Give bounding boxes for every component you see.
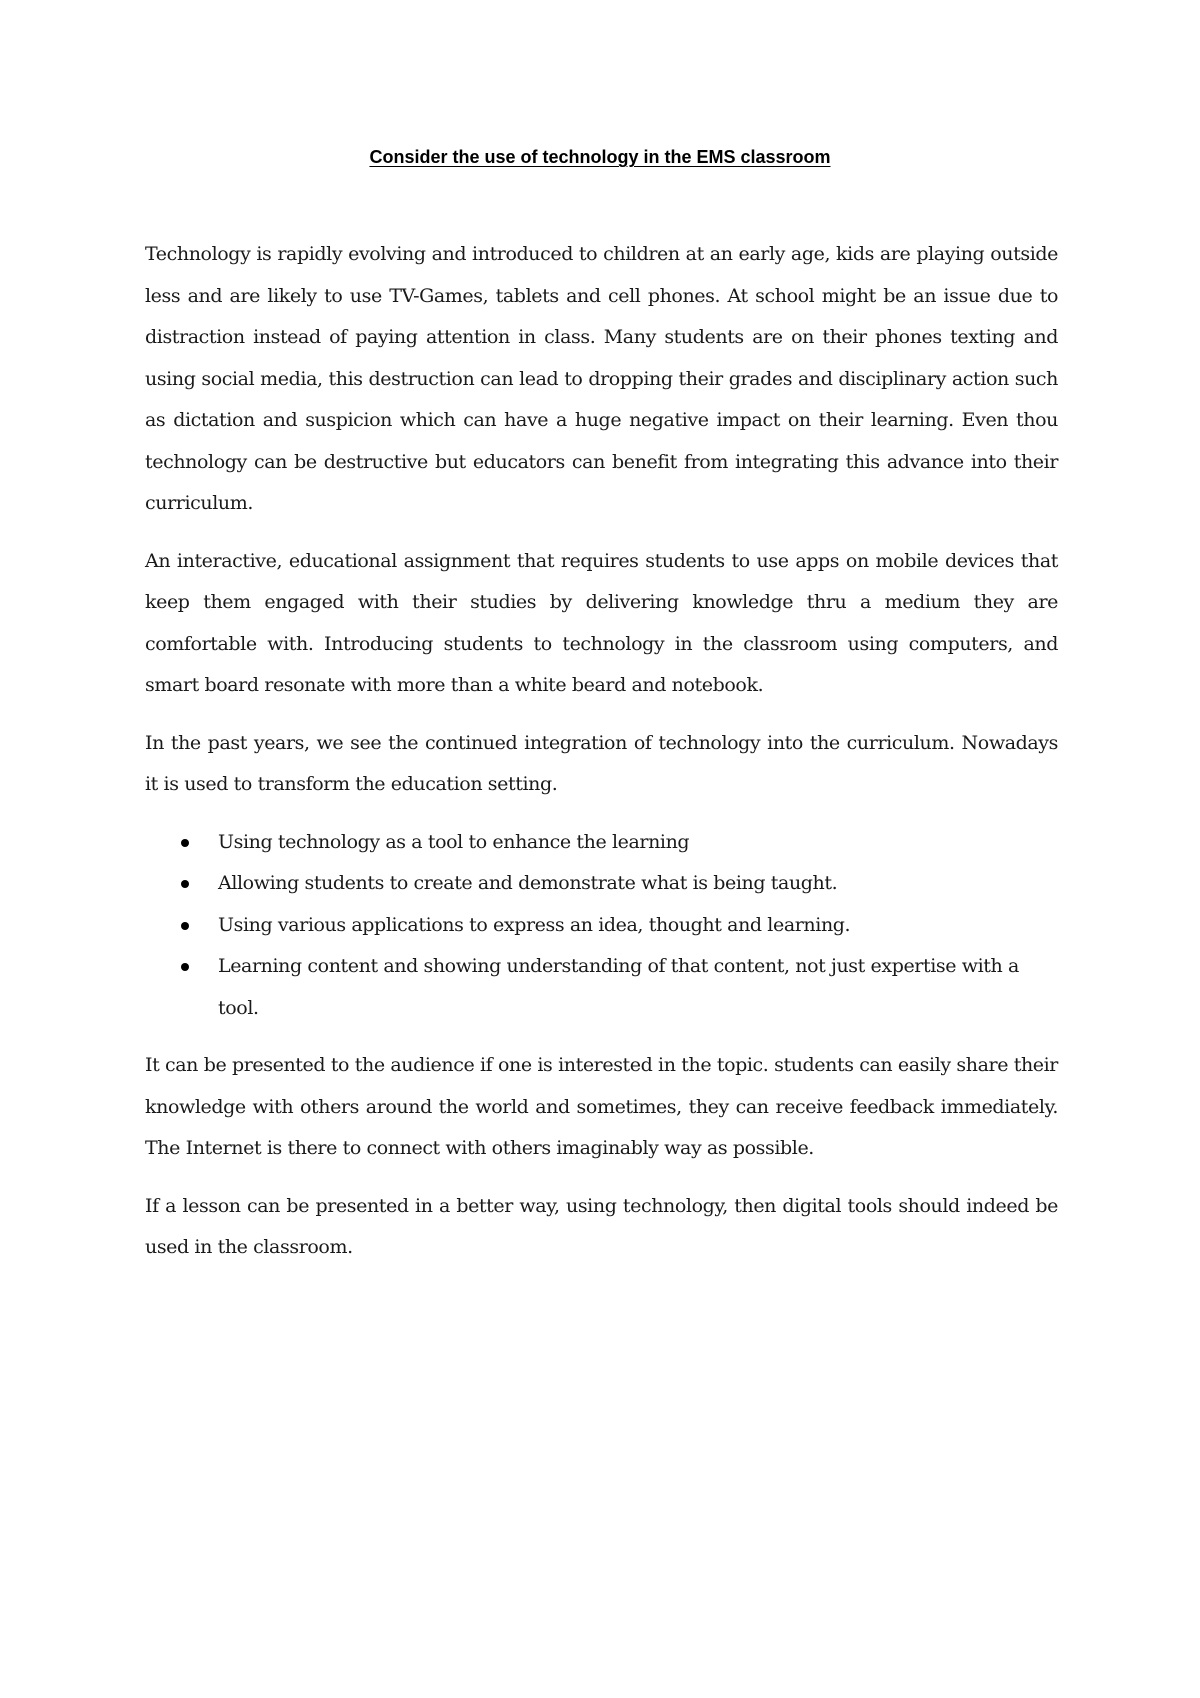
list-item-text: Learning content and showing understanding of that content, not just expertise with a tool. <box>218 955 1019 1019</box>
list-item-text: Using technology as a tool to enhance the learning <box>218 830 690 853</box>
document-title-text: Consider the use of technology in the EMS classroom <box>369 147 831 167</box>
bullet-icon <box>181 880 189 888</box>
paragraph-interactive-assignment: An interactive, educational assignment that requires students to use apps on mobile devices that keep them engaged with their studies by delivering knowledge thru a medium they are comfortable with. Introducing students to technology in the classroom using computers, and smart board resonate with more than a white beard and notebook. <box>145 549 1058 696</box>
list-item <box>145 905 1058 947</box>
document-title <box>0 147 1200 168</box>
list-item <box>145 863 1058 905</box>
list-item <box>145 822 1058 864</box>
paragraph-past-years: In the past years, we see the continued integration of technology into the curriculum. Nowadays it is used to transform the education setting. <box>145 731 1058 795</box>
bullet-list <box>145 822 1058 1030</box>
bullet-icon <box>181 839 189 847</box>
list-item <box>145 946 1058 1029</box>
paragraph-sharing: It can be presented to the audience if one is interested in the topic. students can easily share their knowledge with others around the world and sometimes, they can receive feedback immediately. The Internet is there to connect with others imaginably way as possible. <box>145 1054 1058 1159</box>
bullet-icon <box>181 963 189 971</box>
paragraph-conclusion: If a lesson can be presented in a better way, using technology, then digital tools should indeed be used in the classroom. <box>145 1194 1058 1258</box>
bullet-icon <box>181 922 189 930</box>
paragraph-intro: Technology is rapidly evolving and introduced to children at an early age, kids are playing outside less and are likely to use TV-Games, tablets and cell phones. At school might be an issue due to distraction instead of paying attention in class. Many students are on their phones texting and using social media, this destruction can lead to dropping their grades and disciplinary action such as dictation and suspicion which can have a huge negative impact on their learning. Even thou technology can be destructive but educators can benefit from integrating this advance into their curriculum. <box>145 243 1058 514</box>
list-item-text: Using various applications to express an idea, thought and learning. <box>218 913 851 936</box>
list-item-text: Allowing students to create and demonstrate what is being taught. <box>218 872 838 894</box>
document-body <box>145 234 1058 1285</box>
